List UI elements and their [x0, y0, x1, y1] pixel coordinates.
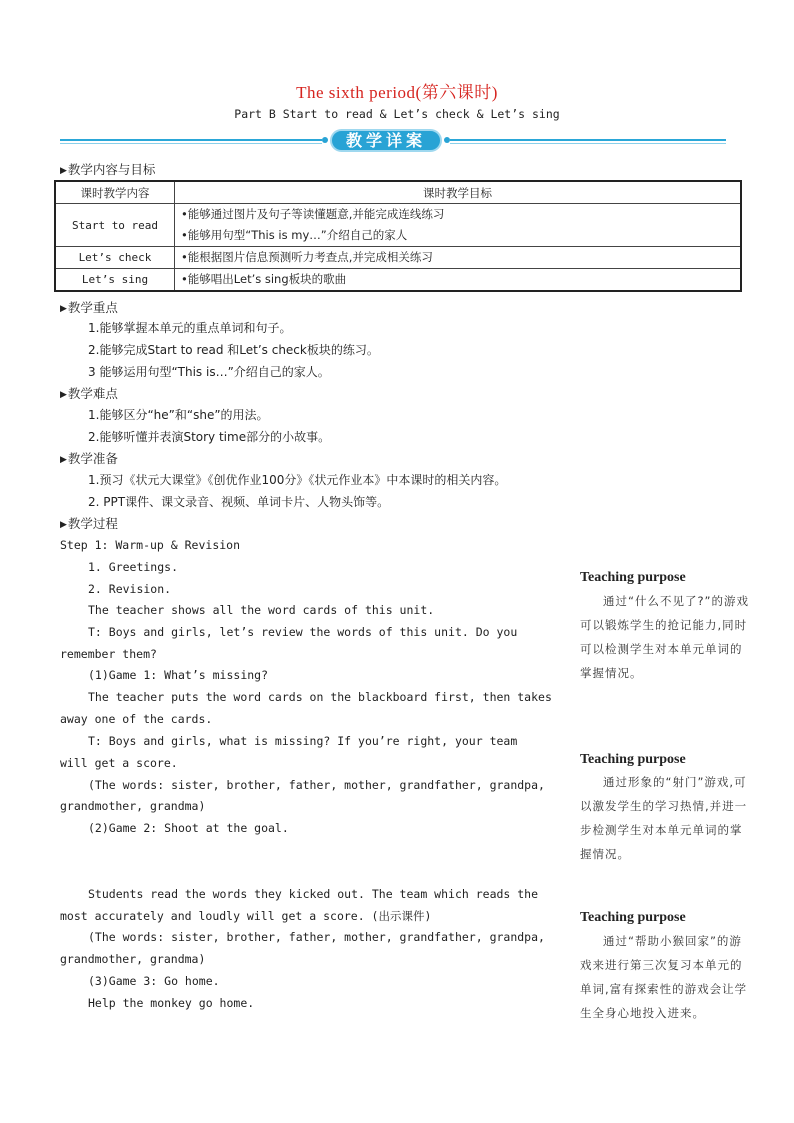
difficulty-item: 2.能够听懂并表演Story time部分的小故事。	[88, 430, 331, 444]
key-point-item: 2.能够完成Start to read 和Let’s check板块的练习。	[88, 343, 379, 357]
process-line: T: Boys and girls, what is missing? If you’re right, your team	[88, 734, 518, 748]
banner-label: 教学详案	[330, 129, 442, 152]
teaching-purpose-heading: Teaching purpose	[580, 752, 686, 767]
step-heading: Step 1: Warm-up & Revision	[60, 538, 241, 552]
table-cell-content: Let’s sing	[55, 269, 175, 292]
table-row	[55, 204, 741, 247]
process-line: grandmother, grandma)	[60, 952, 206, 966]
difficulty-item: 1.能够区分“he”和“she”的用法。	[88, 408, 269, 422]
triangle-icon: ▶	[60, 390, 67, 400]
goal-item: •能根据图片信息预测听力考查点,并完成相关练习	[181, 250, 433, 264]
teaching-purpose-text: 通过形象的“射门”游戏,可以激发学生的学习热情,并进一步检测学生对本单元单词的掌握情况。	[580, 775, 748, 861]
process-line: 1. Greetings.	[88, 560, 179, 574]
triangle-icon: ▶	[60, 166, 67, 176]
table-row	[55, 269, 741, 292]
goals-table	[54, 180, 742, 292]
goal-item: •能够通过图片及句子等读懂题意,并能完成连线练习	[181, 207, 445, 221]
section-heading-preparation: ▶教学准备	[60, 451, 118, 466]
teaching-purpose-text: 通过“帮助小猴回家”的游戏来进行第三次复习本单元的单词,富有探索性的游戏会让学生全身心地投入进来。	[580, 934, 748, 1020]
table-cell-goals	[175, 204, 742, 247]
process-line: 2. Revision.	[88, 582, 172, 596]
triangle-icon: ▶	[60, 520, 67, 530]
process-line: T: Boys and girls, let’s review the words of this unit. Do you	[88, 625, 518, 639]
table-header-cell: 课时教学内容	[55, 181, 175, 204]
preparation-item: 1.预习《状元大课堂》《创优作业100分》《状元作业本》中本课时的相关内容。	[88, 473, 507, 487]
page-subtitle: Part B Start to read & Let’s check & Let’s sing	[234, 107, 560, 121]
key-point-item: 3 能够运用句型“This is…”介绍自己的家人。	[88, 365, 330, 379]
process-line: away one of the cards.	[60, 712, 213, 726]
table-row	[55, 247, 741, 269]
table-cell-content: Start to read	[55, 204, 175, 247]
table-cell-goals	[175, 247, 742, 269]
banner-dot-icon	[444, 137, 450, 143]
table-cell-content: Let’s check	[55, 247, 175, 269]
section-heading-key-points: ▶教学重点	[60, 300, 118, 315]
section-heading-process: ▶教学过程	[60, 516, 118, 531]
preparation-item: 2. PPT课件、课文录音、视频、单词卡片、人物头饰等。	[88, 495, 390, 509]
section-banner	[322, 129, 450, 153]
process-line: (The words: sister, brother, father, mother, grandfather, grandpa,	[88, 778, 545, 792]
process-line: grandmother, grandma)	[60, 799, 206, 813]
key-point-item: 1.能够掌握本单元的重点单词和句子。	[88, 321, 292, 335]
process-line: Students read the words they kicked out. The team which reads the	[88, 887, 539, 901]
process-line: most accurately and loudly will get a score. (出示课件)	[60, 909, 432, 923]
process-line: remember them?	[60, 647, 157, 661]
goal-item: •能够唱出Let’s sing板块的歌曲	[181, 272, 347, 286]
banner-dot-icon	[322, 137, 328, 143]
section-heading-content-goals: ▶教学内容与目标	[60, 162, 156, 177]
table-cell-goals	[175, 269, 742, 292]
process-line: (1)Game 1: What’s missing?	[88, 668, 269, 682]
triangle-icon: ▶	[60, 455, 67, 465]
process-line: (The words: sister, brother, father, mother, grandfather, grandpa,	[88, 930, 545, 944]
goal-item: •能够用句型“This is my…”介绍自己的家人	[181, 228, 408, 242]
table-header-row	[55, 181, 741, 204]
process-line: (2)Game 2: Shoot at the goal.	[88, 821, 289, 835]
process-line: Help the monkey go home.	[88, 996, 255, 1010]
section-heading-difficulties: ▶教学难点	[60, 386, 118, 401]
teaching-purpose-text: 通过“什么不见了?”的游戏可以锻炼学生的抢记能力,同时可以检测学生对本单元单词的掌握情况。	[580, 594, 750, 680]
process-line: The teacher shows all the word cards of this unit.	[88, 603, 435, 617]
process-line: The teacher puts the word cards on the blackboard first, then takes	[88, 690, 552, 704]
teaching-purpose-heading: Teaching purpose	[580, 570, 686, 585]
process-line: (3)Game 3: Go home.	[88, 974, 220, 988]
table-header-cell: 课时教学目标	[175, 181, 742, 204]
page-title: The sixth period(第六课时)	[296, 83, 498, 102]
triangle-icon: ▶	[60, 304, 67, 314]
process-line: will get a score.	[60, 756, 178, 770]
teaching-purpose-heading: Teaching purpose	[580, 910, 686, 925]
